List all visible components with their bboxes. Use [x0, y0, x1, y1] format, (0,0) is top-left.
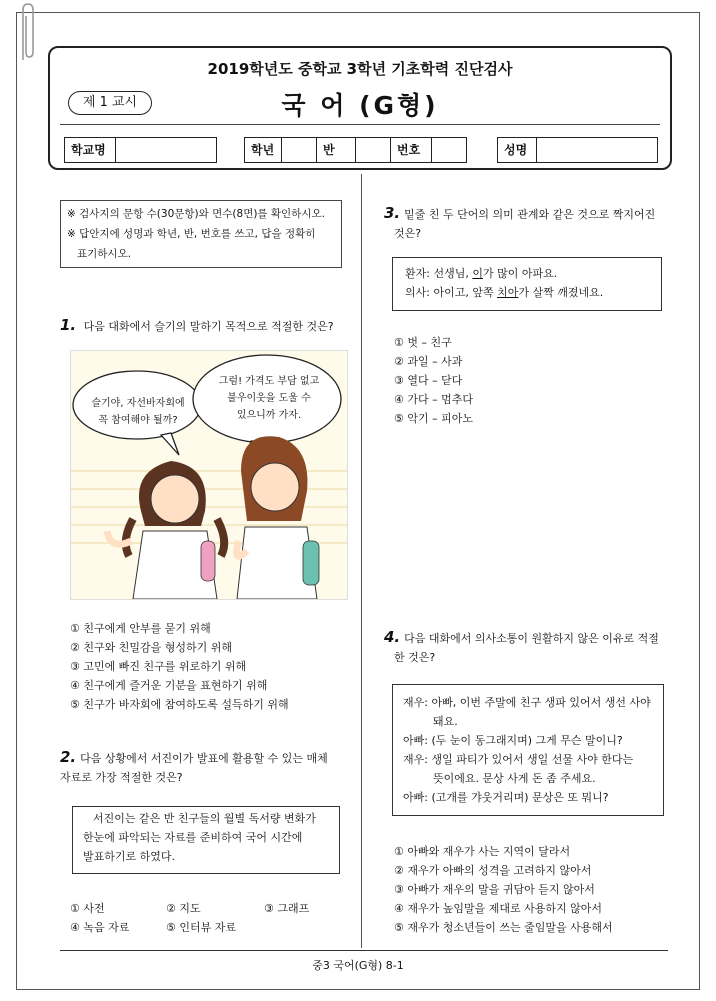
question-3 [384, 204, 674, 243]
question-number: 3. [384, 204, 401, 222]
cartoon-illustration [70, 350, 348, 600]
passage-line: 발표하기로 하였다. [83, 850, 176, 863]
q2-option-5[interactable]: ⑤ 인터뷰 자료 [166, 921, 236, 934]
underlined-word: 치아 [497, 286, 519, 299]
instruction-line: ※ 검사지의 문항 수(30문항)와 면수(8면)를 확인하시오. [67, 208, 325, 220]
q2-option-2[interactable]: ② 지도 [166, 902, 201, 915]
q4-passage-box [392, 684, 664, 816]
subject-title: 국 어 (G형) [281, 91, 439, 120]
question-text: 밑줄 친 두 단어의 의미 관계와 같은 것으로 짝지어진 [404, 208, 656, 221]
name-label: 성명 [497, 137, 537, 163]
number-field[interactable] [431, 137, 467, 163]
q4-option-2[interactable]: ② 재우가 아빠의 성격을 고려하지 않아서 [394, 864, 592, 877]
q3-option-2[interactable]: ② 과일 – 사과 [394, 355, 463, 368]
question-text: 다음 대화에서 슬기의 말하기 목적으로 적절한 것은? [83, 320, 334, 333]
exam-title: 2019학년도 중학교 3학년 기초학력 진단검사 [207, 60, 513, 78]
question-number: 2. [60, 748, 77, 766]
passage-line [405, 283, 649, 302]
class-label: 반 [316, 137, 356, 163]
question-2 [60, 748, 350, 787]
q4-option-5[interactable]: ⑤ 재우가 청소년들이 쓰는 줄임말을 사용해서 [394, 921, 613, 934]
class-field[interactable] [355, 137, 391, 163]
number-label: 번호 [390, 137, 432, 163]
q3-passage-box [392, 257, 662, 311]
q2-option-3[interactable]: ③ 그래프 [264, 902, 310, 915]
speech-line: 그럼! 가격도 부담 없고 [218, 376, 320, 387]
school-label: 학교명 [64, 137, 116, 163]
paper-clip-icon [18, 2, 36, 64]
column-divider [361, 174, 362, 948]
q1-option-1[interactable]: ① 친구에게 안부를 묻기 위해 [70, 622, 211, 635]
question-text: 것은? [394, 227, 422, 240]
speech-bubble-left [77, 395, 199, 429]
question-1 [60, 316, 334, 336]
q1-option-2[interactable]: ② 친구와 친밀감을 형성하기 위해 [70, 641, 232, 654]
speech-line: 불우이웃을 도울 수 [227, 393, 311, 404]
q3-option-5[interactable]: ⑤ 악기 – 피아노 [394, 412, 473, 425]
speech-line: 꼭 참여해야 될까? [98, 415, 178, 426]
exam-header [48, 46, 672, 170]
passage-text: 가 많이 아파요. [482, 267, 558, 280]
passage-line: 뜻이에요. 문상 사게 돈 좀 주세요. [433, 772, 596, 785]
question-text: 다음 대화에서 의사소통이 원활하지 않은 이유로 적절 [404, 632, 659, 645]
instructions-box [60, 200, 342, 268]
q4-option-1[interactable]: ① 아빠와 재우가 사는 지역이 달라서 [394, 845, 571, 858]
q3-option-1[interactable]: ① 벗 – 친구 [394, 336, 452, 349]
grade-field[interactable] [281, 137, 317, 163]
name-field[interactable] [536, 137, 658, 163]
passage-line: 재우: 생일 파티가 있어서 생일 선물 사야 한다는 [403, 753, 634, 766]
footer-divider [60, 950, 668, 951]
q1-option-3[interactable]: ③ 고민에 빠진 친구를 위로하기 위해 [70, 660, 247, 673]
passage-text: 의사: 아이고, 앞쪽 [405, 286, 498, 299]
passage-text: 가 살짝 깨졌네요. [518, 286, 604, 299]
question-number: 4. [384, 628, 401, 646]
q2-option-4[interactable]: ④ 녹음 자료 [70, 921, 130, 934]
q4-option-4[interactable]: ④ 재우가 높임말을 제대로 사용하지 않아서 [394, 902, 602, 915]
grade-label: 학년 [244, 137, 282, 163]
passage-line: 재우: 아빠, 이번 주말에 친구 생파 있어서 생선 사야 [403, 696, 651, 709]
q3-option-3[interactable]: ③ 열다 – 닫다 [394, 374, 463, 387]
question-text: 한 것은? [394, 651, 436, 664]
speech-line: 슬기야, 자선바자회에 [91, 398, 185, 409]
q1-option-4[interactable]: ④ 친구에게 즐거운 기분을 표현하기 위해 [70, 679, 268, 692]
passage-text: 환자: 선생님, [405, 267, 473, 280]
question-text: 다음 상황에서 서진이가 발표에 활용할 수 있는 매체 [80, 752, 328, 765]
page-footer: 중3 국어(G형) 8-1 [312, 959, 404, 972]
question-4 [384, 628, 674, 667]
speech-line: 있으니까 가자. [236, 410, 302, 421]
speech-bubble-right [195, 373, 343, 424]
school-field[interactable] [115, 137, 217, 163]
question-number: 1. [60, 316, 77, 334]
passage-line: 한눈에 파악되는 자료를 준비하여 국어 시간에 [83, 831, 303, 844]
passage-line: 아빠: (두 눈이 동그래지며) 그게 무슨 말이니? [403, 734, 623, 747]
passage-line: 아빠: (고개를 갸웃거리며) 문상은 또 뭐니? [403, 791, 609, 804]
question-text: 자료로 가장 적절한 것은? [60, 771, 183, 784]
session-badge: 제 1 교시 [68, 91, 152, 115]
header-divider [60, 124, 660, 125]
instruction-line: 표기하시오. [77, 248, 132, 260]
instruction-line: ※ 답안지에 성명과 학년, 반, 번호를 쓰고, 답을 정확히 [67, 228, 316, 240]
q4-option-3[interactable]: ③ 아빠가 재우의 말을 귀담아 듣지 않아서 [394, 883, 595, 896]
underlined-word: 이 [472, 267, 483, 280]
q2-passage-box [72, 806, 340, 874]
passage-line [405, 264, 649, 283]
q2-option-1[interactable]: ① 사전 [70, 902, 105, 915]
q3-option-4[interactable]: ④ 가다 – 멈추다 [394, 393, 473, 406]
q1-option-5[interactable]: ⑤ 친구가 바자회에 참여하도록 설득하기 위해 [70, 698, 289, 711]
passage-line: 서진이는 같은 반 친구들의 월별 독서량 변화가 [93, 812, 316, 825]
passage-line: 돼요. [433, 715, 458, 728]
